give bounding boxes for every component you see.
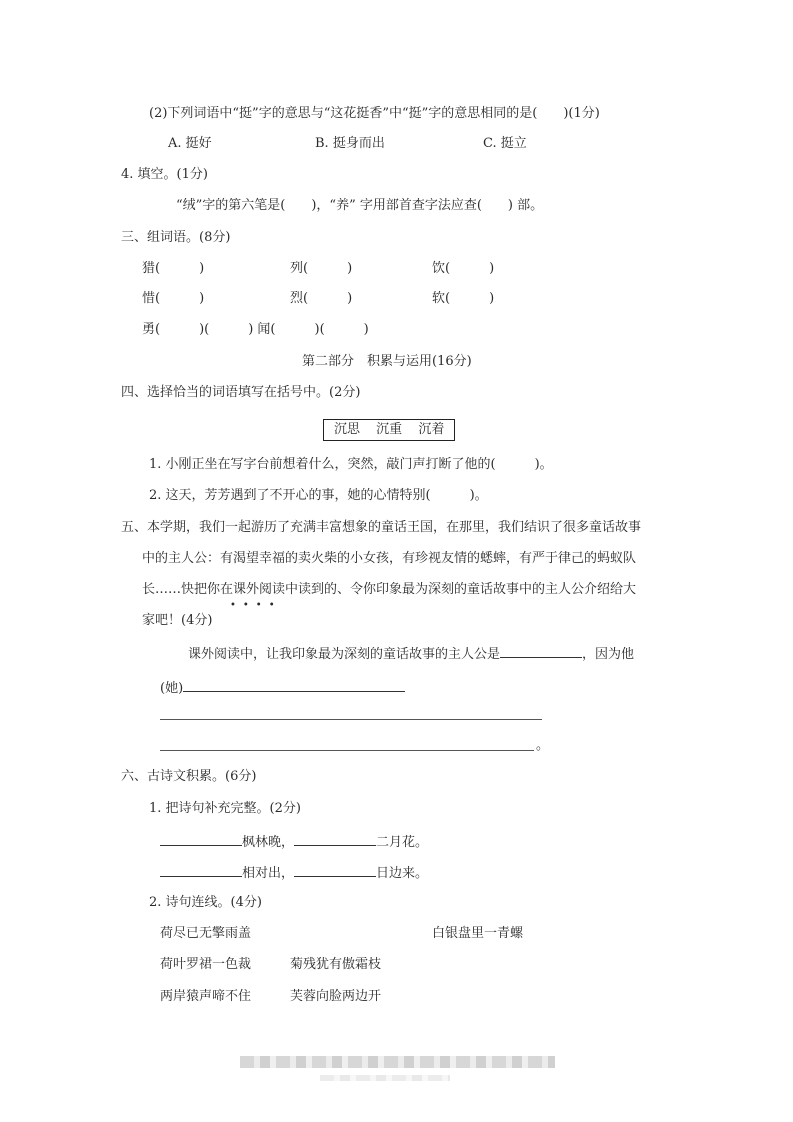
poem-fill-line-1 (160, 831, 428, 852)
poem-mid-2[interactable]: 菊残犹有傲霜枝 (290, 957, 382, 972)
question-4-text: “绒”字的第六笔是( )，“养” 字用部首查字法应查( ) 部。 (176, 198, 544, 213)
blurred-footer-sub (320, 1075, 450, 1081)
question-4-title: 4. 填空。(1分) (121, 167, 208, 182)
poem-text: 二月花。 (376, 835, 429, 850)
answer-text-a: 课外阅读中，让我印象最为深刻的童话故事的主人公是 (188, 647, 501, 662)
section-6-sub-1: 1. 把诗句补充完整。(2分) (149, 801, 301, 816)
section-5-answer-line-1 (160, 677, 405, 698)
section-6-sub-2: 2. 诗句连线。(4分) (149, 895, 262, 910)
poem-left-3[interactable]: 两岸猿声啼不住 (160, 989, 252, 1004)
section-5-line-1: 五、本学期，我们一起游历了充满丰富想象的童话王国，在那里，我们结识了很多童话故事 (121, 520, 642, 535)
end-mark: 。 (536, 738, 550, 753)
poem-mid-3[interactable]: 芙蓉向脸两边开 (290, 989, 382, 1004)
poem-fill-line-2 (160, 862, 428, 883)
word-bank-item: 沉思 (334, 422, 361, 437)
poem-blank[interactable] (160, 862, 242, 877)
blurred-footer (240, 1056, 555, 1068)
poem-left-1[interactable]: 荷尽已无擎雨盖 (160, 926, 252, 941)
option-c[interactable]: C. 挺立 (483, 136, 527, 151)
word-item[interactable]: 烈( ) (290, 291, 353, 306)
option-b[interactable]: B. 挺身而出 (315, 136, 385, 151)
word-item[interactable]: 猎( ) (142, 261, 205, 276)
answer-line[interactable] (160, 750, 534, 751)
section-5-line-3: 长……快把你在课外阅读中读到的、令你印象最为深刻的童话故事中的主人公介绍给大 (142, 582, 637, 597)
section-4-title: 四、选择恰当的词语填写在括号中。(2分) (121, 385, 361, 400)
answer-text-b: ，因为他 (582, 647, 635, 662)
word-bank-box (323, 419, 455, 441)
answer-text-c: (她) (160, 681, 184, 696)
section-5-line-4: 家吧！(4分) (142, 613, 213, 628)
answer-line[interactable] (160, 719, 542, 720)
section-4-item-1[interactable]: 1. 小刚正坐在写字台前想着什么，突然，敲门声打断了他的( )。 (149, 457, 553, 472)
answer-blank[interactable] (500, 643, 582, 658)
word-bank-item: 沉重 (376, 422, 403, 437)
section-3-title: 三、组词语。(8分) (121, 230, 231, 245)
poem-left-2[interactable]: 荷叶罗裙一色裁 (160, 957, 252, 972)
poem-right-1[interactable]: 白银盘里一青螺 (432, 926, 524, 941)
word-item[interactable]: 饮( ) (432, 261, 495, 276)
word-item[interactable]: 软( ) (432, 291, 495, 306)
part-2-title: 第二部分 积累与运用(16分) (302, 354, 472, 369)
poem-text: 枫林晚， (242, 835, 295, 850)
poem-text: 日边来。 (376, 866, 429, 881)
word-item[interactable]: 列( ) (290, 261, 353, 276)
section-4-item-2[interactable]: 2. 这天，芳芳遇到了不开心的事，她的心情特别( )。 (149, 488, 488, 503)
poem-blank[interactable] (160, 831, 242, 846)
section-6-title: 六、古诗文积累。(6分) (121, 769, 257, 784)
answer-blank[interactable] (183, 677, 405, 692)
word-item[interactable]: 惜( ) (142, 291, 205, 306)
emphasis-dots: •••• (230, 600, 282, 611)
poem-blank[interactable] (294, 831, 376, 846)
section-5-line-2: 中的主人公：有渴望幸福的卖火柴的小女孩，有珍视友情的蟋蟀，有严于律己的蚂蚁队 (142, 551, 637, 566)
option-a[interactable]: A. 挺好 (168, 136, 212, 151)
section-5-answer-prompt (188, 643, 634, 664)
poem-text: 相对出， (242, 866, 295, 881)
question-3-2: (2)下列词语中“挺”字的意思与“这花挺香”中“挺”字的意思相同的是( )(1分) (149, 106, 600, 121)
word-item-row[interactable]: 勇( )( ) 闻( )( ) (142, 322, 369, 337)
poem-blank[interactable] (294, 862, 376, 877)
word-bank-item: 沉着 (418, 422, 445, 437)
